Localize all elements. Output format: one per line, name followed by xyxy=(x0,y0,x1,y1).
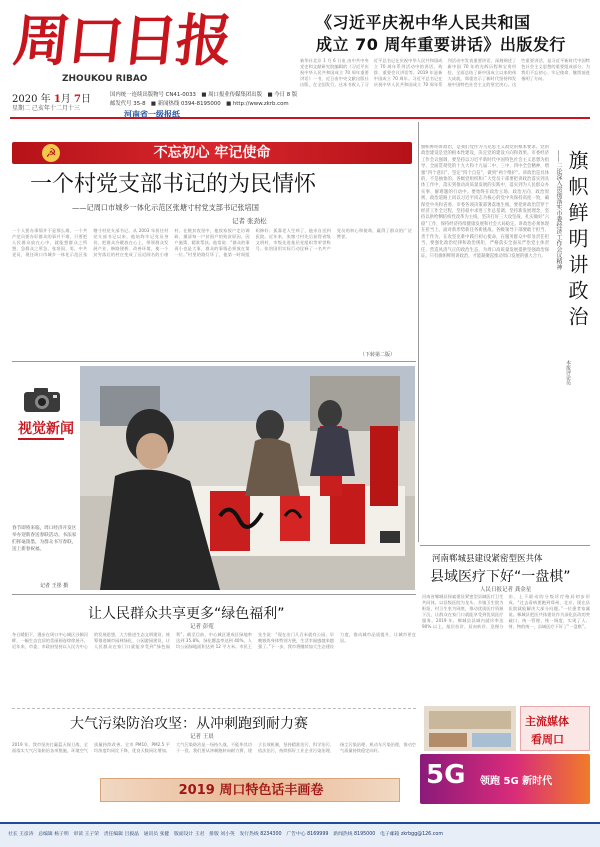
weekday-line: 星期二 己亥年十二月十三 xyxy=(12,105,80,112)
feature-body: 一个人要办事情并不是那么难，一个共产党员要办好群众的事并不难，只要把人民群众放在心中，就能想群众之所想、急群众之所急。张培国，男，中共党员，现任周口市城乡一体化示范区张塘寸村党支部书记。从 2003 年担任村党支部书记以来，他始终牢记党员身份，把群众冷暖放在心上，带领群众发展产业、修路建桥、改善环境，使一个贫穷落后的村庄变成了远近闻名的小康村。在脱贫攻坚中，他挨家挨户走访调研，摸清每一户贫困户的致贫原因，因户施策、精准帮扶。他常说：“群众的事再小也是大事，群众的事情必须放在第一位。”村里的路灯坏了，他第一时间组织修好；孤寡老人生病了，他亲自送到医院。近年来，张塘寸村先后获得省级文明村、市级先进基层党组织等荣誉称号。张培国用实际行动诠释了一名共产党员的初心和使命，赢得了群众的广泛赞誉。 xyxy=(12,228,412,257)
commentary-byline: 本报评论员 xyxy=(565,360,571,385)
article2-body: 冬日暖阳下，漫步在周口中心城区沙颍河畔，一幅生态宜居的美丽画卷徐徐展开。近年来，市委、市政府坚持以人民为中心的发展思想，大力推进生态文明建设，统筹推进城市园林绿化、公园游园建设，让人民群众在家门口就能享受到“绿色福利”。截至目前，中心城区建成区绿地率达到 35.8%，绿化覆盖率达到 40%，人均公园绿地面积达到 12 平方米。市民王先生说：“现在出门几百米就有公园，早晚锻炼身体特别方便，生活幸福感越来越强了。”下一步，我市将继续加大生态建设力度，推动城市品质提升，让城市更宜居。 xyxy=(12,632,416,649)
banner-2019[interactable] xyxy=(100,778,400,802)
top-story-body: 新华社北京 1 月 6 日电 由中共中央党史和文献研究院编辑的《习近平庆祝中华人民共和国成立 70 周年重要讲话》一书，近日由中央文献出版社出版，在全国发行。这本书收入了习近平总书记在庆祝中华人民共和国成立 70 周年系列活动中的讲话、致辞、重要会议讲话等。2019 年是新中国成立 70 周年。习近平总书记在庆祝中华人民共和国成立 70 周年系列活动中发表重要讲话，深刻阐述了新中国 70 年的光辉历程和宝贵经验，全面总结了新中国成立以来的伟大成就，郑重宣示了新时代坚持和发展中国特色社会主义的坚定决心。这些重要讲话，是习近平新时代中国特色社会主义思想的重要组成部分，为我们不忘初心、牢记使命、继续前进指明了方向。 xyxy=(300,58,590,87)
county-body: 河南省郸城县探索建设紧密型县域医疗卫生共同体，以县级医院为龙头、乡镇卫生院为枢纽、村卫生室为网底，推动优质医疗资源下沉，让群众在家门口就能享受到优质医疗服务。2019 年，郸城县县域内就诊率达 90% 以上，基层首诊、双向转诊、急慢分治、上下联动的分级诊疗格局初步形成。“过去看病要跑到郑州、北京，现在县医院就能解决大部分问题。”一位患者家属说。郸城县把医共体建设作为深化医改的突破口，统一管理、统一调度，实现了人、财、物的统一，县域医疗下好了“一盘棋”。 xyxy=(422,594,590,629)
publication-info: 国内统一连续出版物号 CN41-0033 ■ 周口报业传媒集团出版 ■ 今日 8 版 邮发代号 35-8 ■ 新闻热线 0394-8195000 ■ http://www.zkrb.com xyxy=(110,92,298,107)
ad-mainstream-line2: 看周口 xyxy=(531,733,564,746)
top-story-title-line1: 《习近平庆祝中华人民共和国 xyxy=(316,13,531,32)
county-kicker: 河南郸城县建设紧密型医共体 xyxy=(432,554,543,564)
feature-subtitle: ——记周口市城乡一体化示范区张塘寸村党支部书记张培国 xyxy=(72,203,259,212)
photo-credit: 记者 王彤 摄 xyxy=(40,583,69,589)
camera-icon xyxy=(22,385,62,413)
top-story-title-line2: 成立 70 周年重要讲话》出版发行 xyxy=(316,35,566,54)
ad-thumbnail xyxy=(424,706,516,751)
article3-title[interactable]: 大气污染防治攻坚：从冲刺跑到耐力赛 xyxy=(70,716,308,732)
feature-byline: 记者 张劲松 xyxy=(232,217,267,225)
footer-credits: 社长 王彦涛 总编辑 杨子明 审读 王子荣 责任编辑 吕毅晶 通讯员 张健 版面设计 王君 排版 刘小英 发行热线 8234300 广告中心 8169999 新闻热线 8195000 电子邮箱 zkrbgg@126.com xyxy=(8,832,443,837)
ad-5g[interactable] xyxy=(420,754,590,804)
commentary-body: 旗帜鲜明讲政治，是我们党作为马克思主义政党的根本要求。党的政治建设是党的根本性建设，决定党的建设方向和效果。市委经济工作会议强调，要坚持以习近平新时代中国特色社会主义思想为指导，全面贯彻党的十九大和十九届二中、三中、四中全会精神，增强“四个意识”，坚定“四个自信”，做到“两个维护”。讲政治是具体的，不是抽象的。各级党组织和广大党员干部要把讲政治落实到具体工作中，落实到推动高质量发展的实践中，落实到为人民群众办实事、解难题的行动中。要始终在政治立场、政治方向、政治原则、政治道路上同以习近平同志为核心的党中央保持高度一致，确保党中央和省委、市委各项决策部署落地生根。要把讲政治贯穿于经济工作全过程，坚持稳中求进工作总基调，坚持新发展理念，坚持以供给侧结构性改革为主线，坚决打好三大攻坚战，扎实做好“六稳”工作，保持经济持续健康发展和社会大局稳定。讲政治必须体现在担当上。面对新形势新任务新挑战，各级领导干部要敢于担当、善于作为，在攻坚克难中践行初心使命，在服务群众中彰显责任担当。要强化政治纪律和政治规矩，严格落实全面从严治党主体责任，营造风清气正的政治生态，为周口高质量发展提供坚强政治保证。只有旗帜鲜明讲政治，才能凝聚起推动周口发展的强大合力。 xyxy=(421,145,549,259)
newspaper-pinyin: ZHOUKOU RIBAO xyxy=(62,74,148,84)
ad-mainstream-line1: 主流媒体 xyxy=(525,715,569,728)
county-byline: 人民日报记者 龚金星 xyxy=(480,587,532,593)
commentary-title xyxy=(552,150,588,360)
top-story-title[interactable] xyxy=(316,12,596,56)
feature-continued: （下转第二版） xyxy=(360,352,396,358)
footer-bar xyxy=(0,822,600,847)
county-title[interactable]: 县域医疗下好“一盘棋” xyxy=(430,569,571,585)
article2-title[interactable]: 让人民群众共享更多“绿色福利” xyxy=(88,606,285,622)
feature-banner-text: 不忘初心 牢记使命 xyxy=(153,145,271,161)
newspaper-logo: 周口日报 xyxy=(10,8,234,74)
ad-mainstream-media[interactable] xyxy=(520,706,590,751)
banner-2019-text: 2019 周口特色话丰画卷 xyxy=(178,783,324,798)
news-photo xyxy=(80,366,415,590)
party-emblem-icon: ☭ xyxy=(42,144,60,162)
feature-banner xyxy=(12,142,412,164)
article2-byline: 记者 彭菀 xyxy=(190,624,214,630)
photo-section-label: 视觉新闻 xyxy=(18,421,74,437)
province-badge: 河南省一级报纸 xyxy=(124,110,180,119)
photo-caption: 春节即将来临，周口经济开发区举办迎新春送春联活动。书法家们挥毫泼墨，为群众书写春联，送上新春祝福。 xyxy=(12,526,77,552)
article3-byline: 记者 王晨 xyxy=(190,734,214,740)
ad-5g-text: 领跑 5G 新时代 xyxy=(480,776,553,787)
ad-5g-brand: 5G xyxy=(426,760,466,790)
issue-date: 2020 年 1月 7日 xyxy=(12,94,91,105)
article3-body: 2019 年，我市坚决打赢蓝天保卫战，全面落实大气污染防治各项措施，环境空气质量持续改善。全市 PM10、PM2.5 平均浓度均同比下降，优良天数同比增加。大气污染防治是一场持久战，不能毕其功于一役。我们要从冲刺跑转向耐力赛，建立长效机制，坚持精准治污、科学治污、依法治污，持续抓好工业企业污染治理、扬尘污染治理、机动车污染治理，推动空气质量持续稳定向好。 xyxy=(12,742,416,753)
commentary-title-text: 旗帜鲜明讲政治 xyxy=(565,150,589,332)
commentary-subtitle: ——二论深入贯彻落实市委经济工作会议精神 xyxy=(555,150,562,270)
feature-title[interactable]: 一个村党支部书记的为民情怀 xyxy=(30,172,317,197)
